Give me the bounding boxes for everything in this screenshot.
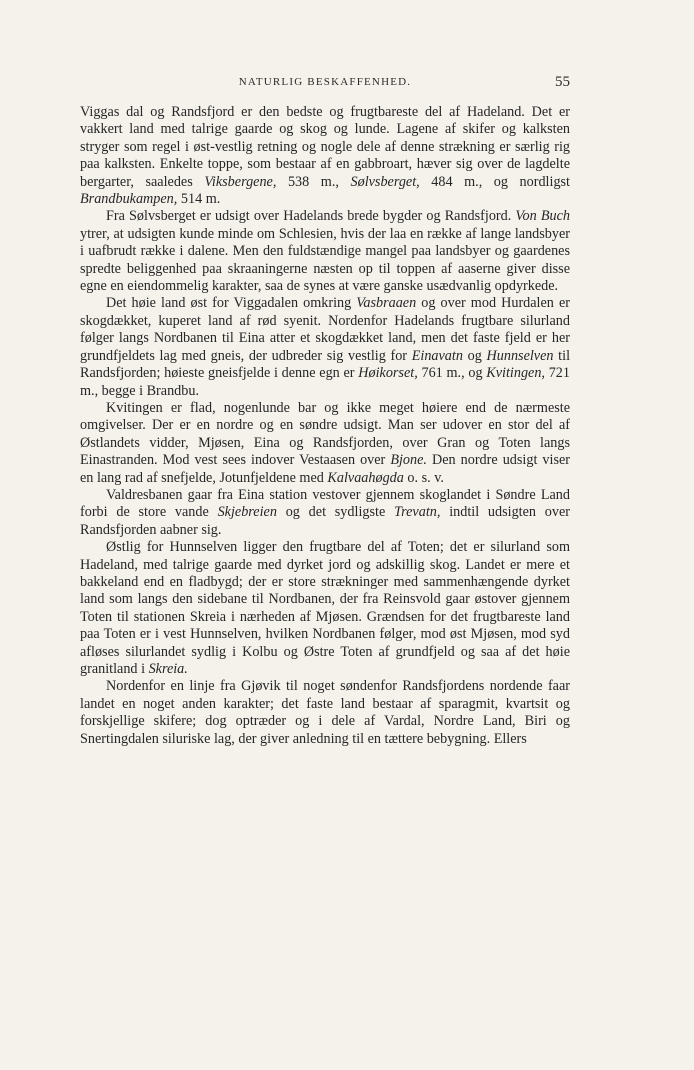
italic-text: Sølvsberget, xyxy=(350,173,420,190)
italic-text: Von Buch xyxy=(515,208,570,225)
text-span: og det sydligste xyxy=(276,504,395,521)
text-span: 514 m. xyxy=(177,191,221,208)
paragraph xyxy=(80,208,570,295)
body-text xyxy=(80,104,570,748)
italic-text: Høikorset, xyxy=(358,365,418,382)
text-span: og xyxy=(462,347,487,364)
italic-text: Trevatn, xyxy=(394,504,441,521)
italic-text: Kvitingen, xyxy=(486,365,545,382)
text-span: o. s. v. xyxy=(403,469,444,486)
paragraph xyxy=(80,487,570,539)
italic-text: Skreia. xyxy=(148,661,188,677)
text-span: Nordenfor en linje fra Gjøvik til noget søndenfor Randsfjordens nordende faar landet en noget anden karakter; det faste land bestaar af sparagmit, kvartsit og forskjellige skifere; dog optræder og i dele af Vardal, Nordre Land, Biri og Snertingdalen siluriske lag, der giver anledning til en tættere bebygning. Ellers xyxy=(80,678,570,747)
text-span: Den nordre udsigt viser en lang rad af snefjelde, Jotunfjeldene med xyxy=(80,452,570,486)
paragraph xyxy=(80,678,570,748)
text-span: Østlig for Hunnselven ligger den frugtbare del af Toten; det er silurland som Hadeland, med talrige gaarde med dyrket jord og adskillig skog. Landet er mere et bakkeland end en fladbygd; der er store strækninger med sammenhængende dyrket land som langs den sidebane til Nordbanen, der fra Reinsvold gaar østover gjennem Toten til stationen Skreia i nærheden af Mjøsen. Grændsen for det frugtbareste land paa Toten er i vest Hunnselven, hvilken Nordbanen følger, mod øst Mjøsen, mod syd afløses silurlandet sydlig i Kolbu og Østre Toten af grundfjeld og saa af det høie granitland i xyxy=(80,539,570,677)
text-span: Kvitingen er flad, nogenlunde bar og ikke meget høiere end de nærmeste omgivelser. Der er en nordre og en søndre udsigt. Man ser udover en stor del af Østlandets vidder, Mjøsen, Eina og Randsfjorden, over Gran og Toten langs Einastranden. Mod vest sees indover Vestaasen over xyxy=(80,399,570,469)
text-span: Valdresbanen gaar fra Eina station vestover gjennem skoglandet i Søndre Land forbi de store vande xyxy=(80,486,570,521)
text-span: 721 m., begge i Brandbu. xyxy=(80,365,570,399)
text-span: Fra Sølvsberget er udsigt over Hadelands brede bygder og Randsfjord. xyxy=(106,208,516,225)
text-span: ytrer, at udsigten kunde minde om Schlesien, hvis der laa en række af lange landsbyer i uafbrudt række i dalene. Men den fuldstændige mangel paa landsbyer og gaardenes spredte beliggenhed paa skraaningerne næsten op til toppen af aaserne giver disse egne en eiendommelig karakter, saa de synes at være ganske usædvanlig opdyrkede. xyxy=(80,225,570,295)
paragraph xyxy=(80,539,570,678)
italic-text: Bjone. xyxy=(390,452,427,469)
text-span: indtil udsigten over Randsfjorden aabner sig. xyxy=(80,504,570,538)
text-span: til Randsfjorden; høieste gneisfjelde i denne egn er xyxy=(80,347,571,382)
text-span: og over mod Hurdalen er skogdækket, kuperet land af rød syenit. Nordenfor Hadelands frugtbare silurland følger langs Nordbanen til Eina atter et skogdækket land, men det faste fjeld er her grundfjeldets lag med gneis, der udbreder sig vestlig for xyxy=(80,295,570,364)
italic-text: Brandbukampen, xyxy=(80,191,178,208)
italic-text: Viksbergene, xyxy=(204,173,277,190)
running-title: NATURLIG BESKAFFENHED. xyxy=(238,76,412,88)
text-span: 761 m., og xyxy=(417,365,487,382)
text-span: Viggas dal og Randsfjord er den bedste og frugtbareste del af Hadeland. Det er vakkert land med talrige gaarde og skog og lunde. Lagene af skifer og kalksten stryger som regel i øst-vestlig retning og nogle dele af denne strækning er særlig rig paa kalksten. Enkelte toppe, som bestaar af en gabbroart, hæver sig over de lagdelte bergarter, saaledes xyxy=(80,104,570,190)
italic-text: Vasbraaen xyxy=(356,295,417,312)
paragraph xyxy=(80,400,570,487)
italic-text: Skjebreien xyxy=(217,504,277,521)
text-span: 538 m., xyxy=(276,173,351,190)
italic-text: Hunnselven xyxy=(486,347,554,364)
running-head xyxy=(80,76,570,92)
text-span: Det høie land øst for Viggadalen omkring xyxy=(106,295,357,312)
paragraph xyxy=(80,104,570,208)
italic-text: Kalvaahøgda xyxy=(327,469,404,486)
page-number: 55 xyxy=(555,74,570,90)
italic-text: Einavatn xyxy=(411,347,463,364)
text-span: 484 m., og nordligst xyxy=(419,173,570,190)
paragraph xyxy=(80,295,570,399)
